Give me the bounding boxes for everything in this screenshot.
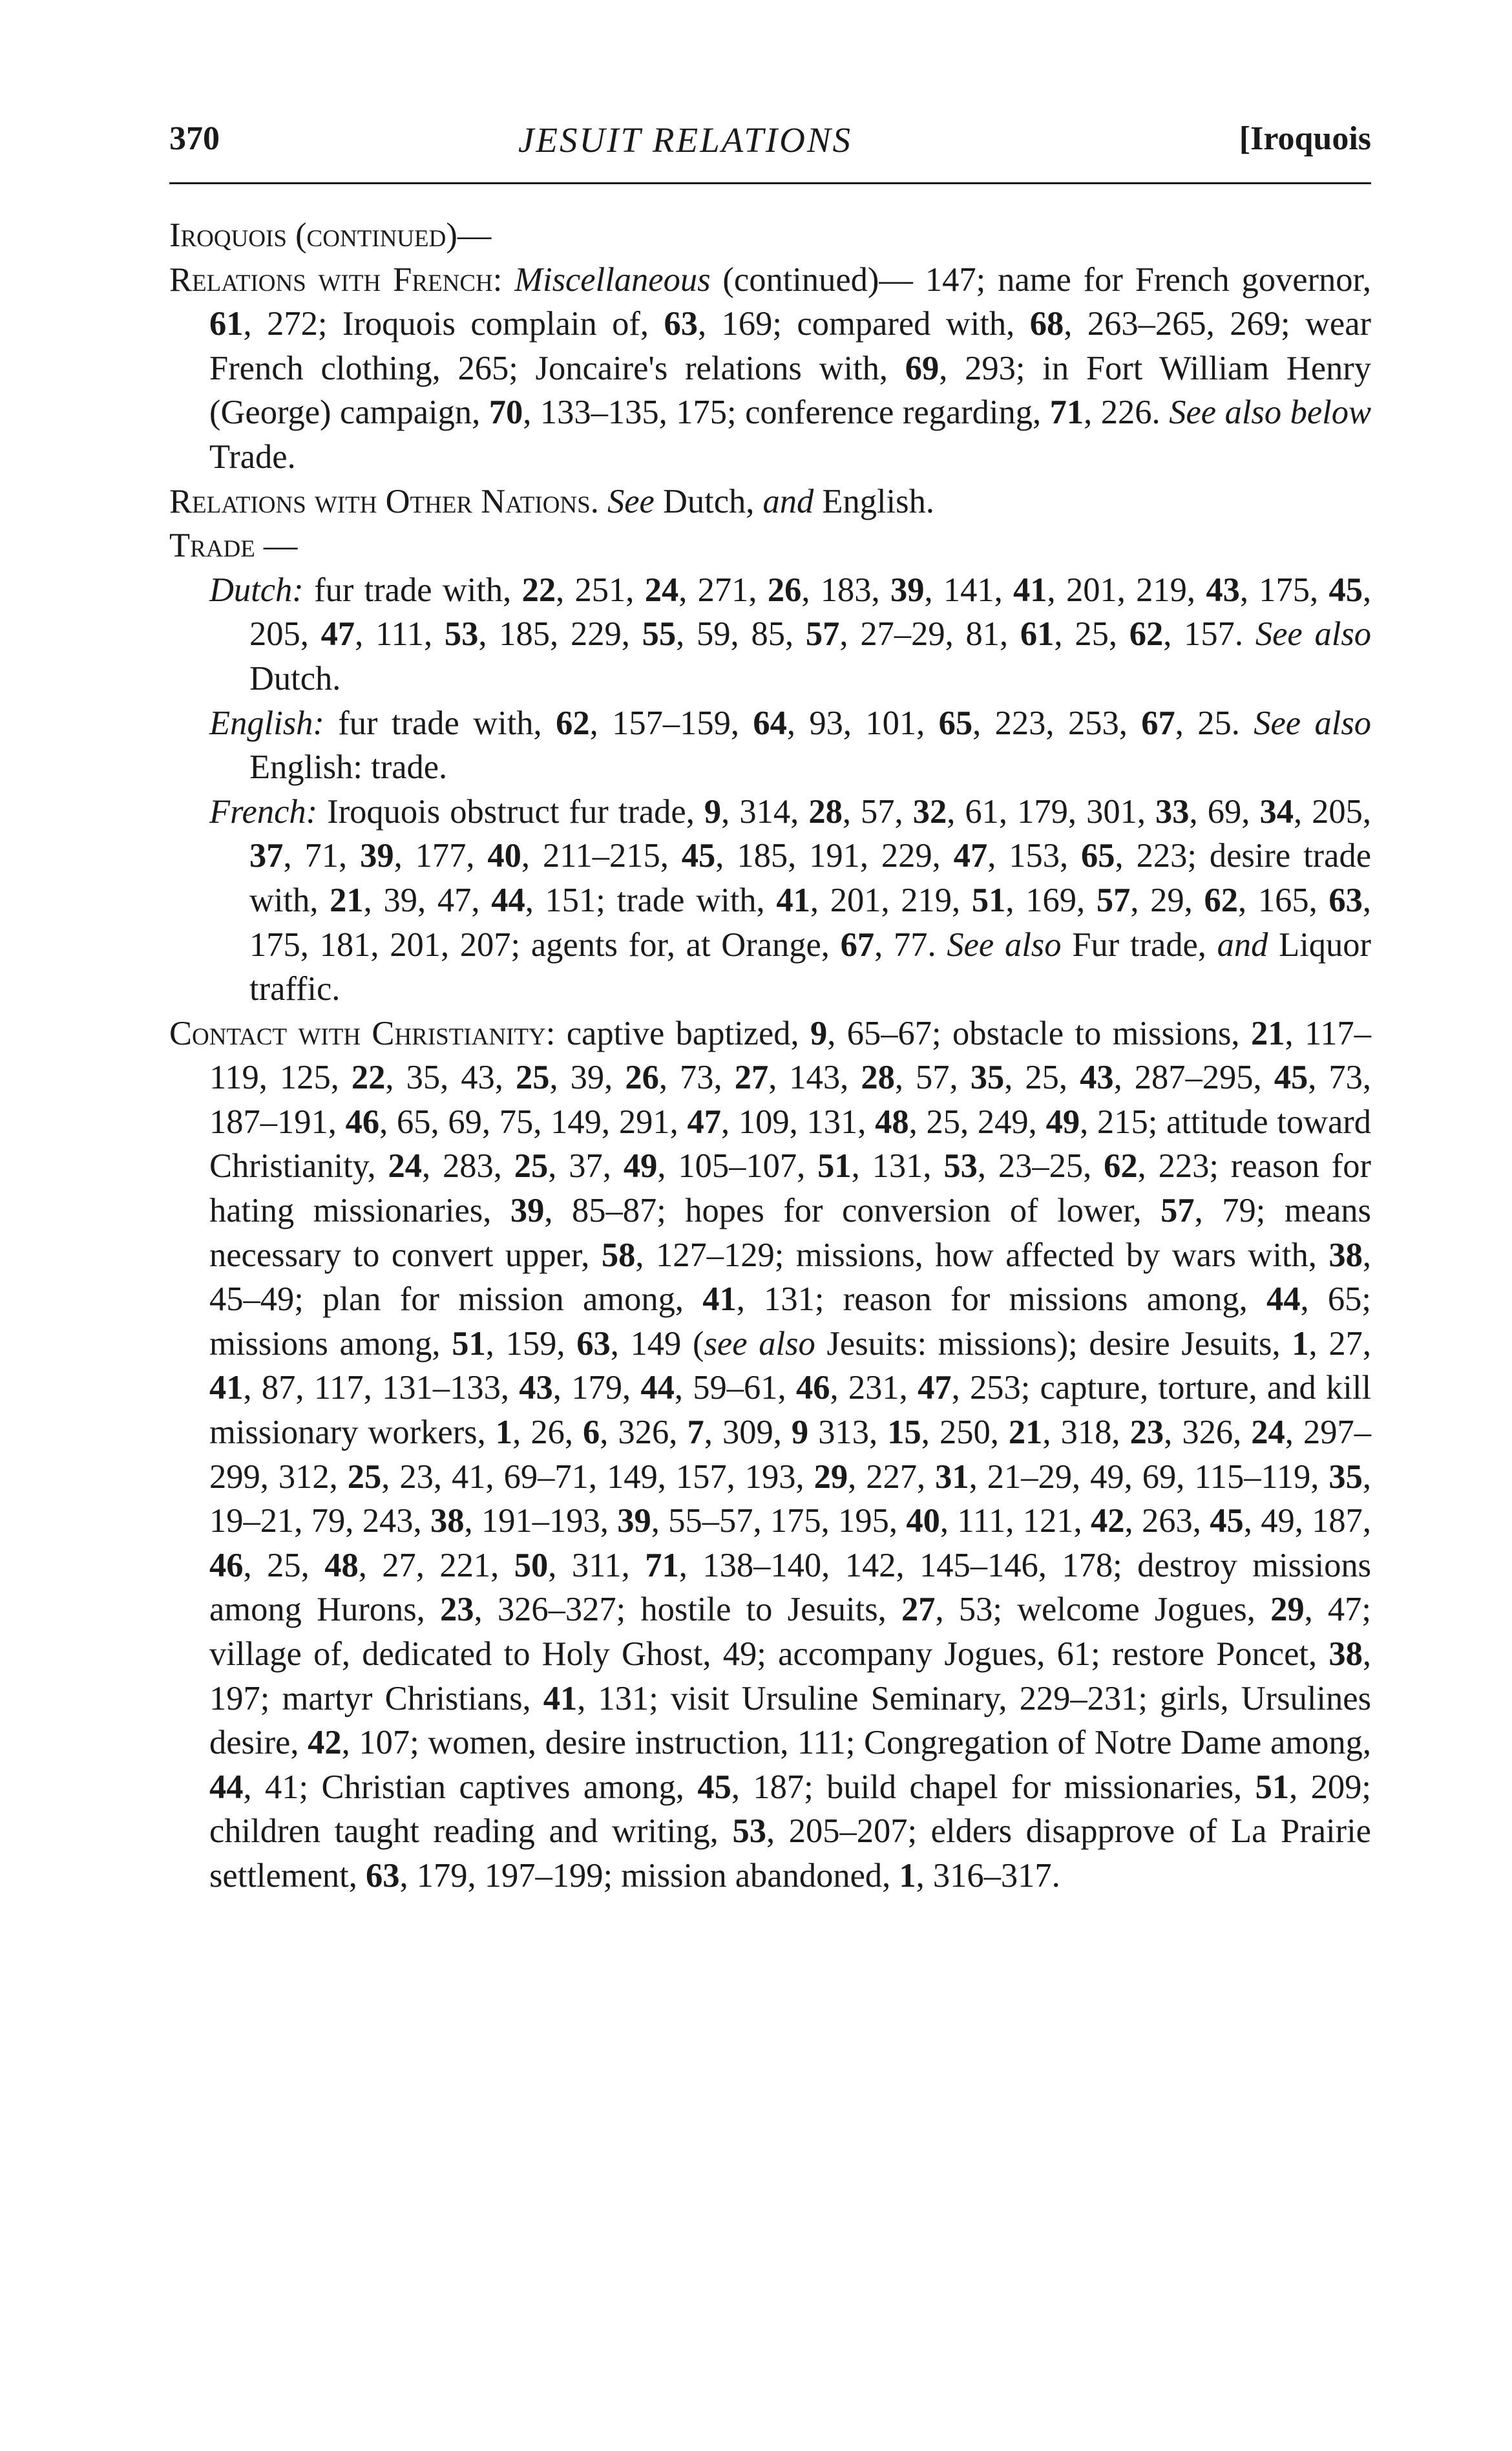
rf-text: , 226.: [1084, 394, 1170, 432]
trade-english-tail: English: trade.: [249, 748, 448, 787]
index-text: , 87, 117, 131–133,: [243, 1369, 520, 1407]
index-text: , 73, 187–191,: [209, 1059, 1372, 1141]
volume-number: 37: [249, 837, 284, 875]
volume-number: 29: [814, 1458, 848, 1496]
volume-number: 45: [697, 1768, 731, 1806]
volume-number: 50: [514, 1546, 549, 1584]
volume-number: 35: [1328, 1458, 1363, 1496]
index-text: , 175,: [1239, 571, 1329, 609]
volume-number: 47: [687, 1103, 721, 1141]
rf-volume: 61: [209, 305, 244, 343]
relations-other-text: English.: [814, 482, 934, 520]
volume-number: 65: [938, 704, 973, 742]
index-text: fur trade with,: [303, 571, 522, 609]
volume-number: 62: [1129, 615, 1164, 653]
index-text: , 223; reason for hating missionaries,: [209, 1147, 1372, 1230]
relations-other-and: and: [762, 482, 814, 520]
volume-number: 71: [645, 1546, 679, 1584]
index-text: , 157.: [1163, 615, 1255, 653]
index-text: , 263,: [1124, 1502, 1210, 1540]
index-text: , 59, 85,: [676, 615, 806, 653]
rf-volume: 69: [905, 349, 940, 387]
volume-number: 24: [388, 1147, 423, 1185]
volume-number: 1: [495, 1414, 513, 1452]
index-text: , 59–61,: [674, 1369, 796, 1407]
index-text: , 314,: [721, 792, 809, 831]
trade-dutch: [169, 568, 1371, 701]
volume-number: 22: [521, 571, 556, 609]
index-text: , 326–327; hostile to Jesuits,: [474, 1591, 901, 1629]
volume-number: 9: [791, 1414, 809, 1452]
index-text: , 111,: [355, 615, 445, 653]
volume-number: 28: [808, 792, 843, 831]
trade-dutch-tail: Dutch.: [249, 659, 341, 697]
index-text: , 141,: [924, 571, 1014, 609]
index-text: , 205,: [1293, 792, 1372, 831]
index-text: , 25, 249,: [908, 1103, 1046, 1141]
relations-other-text: Dutch,: [654, 482, 763, 520]
volume-number: 28: [861, 1059, 895, 1097]
index-text: , 326,: [1164, 1414, 1252, 1452]
rf-see-also: See also below: [1169, 394, 1372, 432]
index-text: , 39, 47,: [363, 881, 492, 919]
index-text: , 61, 179, 301,: [947, 792, 1156, 831]
volume-number: 49: [623, 1147, 658, 1185]
entry-heading-text: Iroquois (continued)—: [169, 217, 492, 254]
volume-number: 40: [487, 837, 521, 875]
volume-number: 43: [519, 1369, 553, 1407]
index-text: , 209; children taught reading and writing,: [209, 1768, 1371, 1851]
index-text: , 131,: [851, 1147, 944, 1185]
volume-number: 47: [320, 615, 355, 653]
index-text: , 21–29, 49, 69, 115–119,: [969, 1458, 1329, 1496]
volume-number: 49: [1045, 1103, 1080, 1141]
index-text: , 271,: [678, 571, 768, 609]
index-text: , 85–87; hopes for conversion of lower,: [544, 1192, 1161, 1230]
relations-french-suffix: (continued)—: [722, 260, 913, 299]
volume-number: 53: [444, 615, 479, 653]
index-text: , 69,: [1189, 792, 1260, 831]
volume-number: 9: [704, 792, 722, 831]
rf-text: 147; name for French governor,: [925, 260, 1372, 299]
volume-number: 53: [943, 1147, 978, 1185]
index-text: , 27, 221,: [358, 1546, 514, 1584]
contact-label: Contact with Christianity:: [169, 1014, 556, 1052]
volume-number: 27: [734, 1059, 769, 1097]
trade-english-refs: [324, 705, 1254, 742]
volume-number: 51: [1255, 1768, 1290, 1806]
volume-number: 32: [912, 792, 947, 831]
volume-number: 63: [1328, 881, 1363, 919]
index-text: , 183,: [801, 571, 890, 609]
trade-french-label: French:: [209, 792, 318, 831]
index-text: , 39,: [549, 1059, 625, 1097]
index-text: 313,: [808, 1414, 888, 1452]
index-text: , 57,: [894, 1059, 971, 1097]
volume-number: 41: [776, 881, 810, 919]
rf-volume: 70: [488, 394, 523, 432]
contact-with-christianity: [169, 1012, 1371, 1898]
volume-number: 48: [875, 1103, 909, 1141]
volume-number: 67: [1141, 704, 1175, 742]
index-text: , 41; Christian captives among,: [243, 1768, 698, 1806]
volume-number: 58: [601, 1236, 636, 1274]
index-text: , 251,: [556, 571, 645, 609]
index-text: , 318,: [1042, 1414, 1130, 1452]
volume-number: 44: [209, 1768, 244, 1806]
index-text: , 25.: [1175, 704, 1254, 742]
volume-number: 44: [1266, 1280, 1301, 1319]
volume-number: 64: [753, 704, 787, 742]
volume-number: 29: [1270, 1591, 1305, 1629]
index-text: , 231,: [830, 1369, 918, 1407]
volume-number: 51: [971, 881, 1006, 919]
index-text: , 37,: [548, 1147, 624, 1185]
volume-number: 41: [543, 1679, 578, 1717]
volume-number: 1: [1292, 1324, 1309, 1363]
index-text: , 253; capture, torture, and kill missionary workers,: [209, 1369, 1372, 1452]
index-text: , 153,: [987, 837, 1082, 875]
index-text: , 109, 131,: [720, 1103, 876, 1141]
volume-number: 61: [1020, 615, 1055, 653]
trade-french-see: See also: [947, 926, 1062, 964]
index-text: , 159,: [485, 1324, 577, 1363]
index-text: , 250,: [921, 1414, 1009, 1452]
index-text: , 45–49; plan for mission among,: [209, 1236, 1371, 1319]
contact-refs: [209, 1015, 1371, 1363]
index-text: , 73,: [658, 1059, 735, 1097]
index-text: , 111, 121,: [940, 1502, 1091, 1540]
index-text: , 27–29, 81,: [839, 615, 1020, 653]
volume-number: 7: [687, 1414, 704, 1452]
index-text: , 57,: [842, 792, 913, 831]
index-text: , 227,: [848, 1458, 936, 1496]
volume-number: 39: [360, 837, 394, 875]
volume-number: 31: [935, 1458, 969, 1496]
index-text: , 79; means necessary to convert upper,: [209, 1192, 1371, 1274]
trade-dutch-see: See also: [1255, 615, 1372, 653]
volume-number: 45: [681, 837, 716, 875]
volume-number: 33: [1155, 792, 1190, 831]
index-text: , 191–193,: [464, 1502, 618, 1540]
index-text: , 53; welcome Jogues,: [935, 1591, 1271, 1629]
index-text: , 29,: [1130, 881, 1204, 919]
volume-number: 47: [918, 1369, 952, 1407]
index-text: , 165,: [1237, 881, 1329, 919]
trade-french: [169, 790, 1371, 1012]
index-text: , 309,: [704, 1414, 792, 1452]
index-text: , 55–57, 175, 195,: [651, 1502, 907, 1540]
volume-number: 26: [625, 1059, 659, 1097]
volume-number: 43: [1206, 571, 1240, 609]
index-text: , 175, 181, 201, 207; agents for, at Orange,: [249, 881, 1372, 964]
index-text: fur trade with,: [324, 704, 556, 742]
trade-heading-text: Trade —: [169, 527, 298, 565]
volume-number: 63: [576, 1324, 611, 1363]
rf-volume: 68: [1029, 305, 1064, 343]
volume-number: 45: [1328, 571, 1363, 609]
volume-number: 24: [644, 571, 679, 609]
index-text: , 201, 219,: [1047, 571, 1206, 609]
volume-number: 15: [887, 1414, 921, 1452]
index-text: , 93, 101,: [786, 704, 939, 742]
index-text: , 297–299, 312,: [209, 1414, 1371, 1496]
volume-number: 45: [1274, 1059, 1308, 1097]
index-text: , 23, 41, 69–71, 149, 157, 193,: [381, 1458, 814, 1496]
volume-number: 24: [1251, 1414, 1285, 1452]
index-text: , 77.: [874, 926, 947, 964]
index-body: [169, 213, 1371, 1898]
volume-number: 47: [953, 837, 988, 875]
volume-number: 21: [330, 881, 364, 919]
volume-number: 40: [906, 1502, 940, 1540]
index-text: , 316–317.: [916, 1856, 1060, 1894]
index-text: , 131; visit Ursuline Seminary, 229–231; girls, Ursulines desire,: [209, 1679, 1371, 1762]
index-text: , 223, 253,: [972, 704, 1142, 742]
index-text: , 65; missions among,: [209, 1280, 1371, 1363]
volume-number: 62: [556, 704, 590, 742]
volume-number: 38: [1328, 1635, 1363, 1673]
rf-volume: 71: [1049, 394, 1084, 432]
relations-other-see: See: [607, 482, 655, 520]
rf-text: , 272; Iroquois complain of,: [243, 305, 664, 343]
index-text: , 215; attitude toward Christianity,: [209, 1103, 1372, 1185]
rf-text: , 169; compared with,: [698, 305, 1030, 343]
index-text: , 19–21, 79, 243,: [209, 1458, 1372, 1540]
section-tag: [Iroquois: [1239, 120, 1371, 157]
volume-number: 25: [515, 1059, 550, 1097]
index-text: , 127–129; missions, how affected by wars with,: [635, 1236, 1329, 1274]
volume-number: 23: [1129, 1414, 1164, 1452]
volume-number: 45: [1210, 1502, 1244, 1540]
volume-number: 51: [817, 1147, 852, 1185]
index-text: , 65–67; obstacle to missions,: [827, 1014, 1251, 1052]
index-text: , 65, 69, 75, 149, 291,: [379, 1103, 688, 1141]
page-number: 370: [169, 120, 220, 157]
relations-with-other-nations: [169, 480, 1371, 524]
index-text: , 311,: [548, 1546, 646, 1584]
index-text: , 151; trade with,: [525, 881, 777, 919]
volume-number: 27: [901, 1591, 936, 1629]
index-text: , 205–207; elders disapprove of La Prairie settlement,: [209, 1812, 1371, 1894]
volume-number: 39: [890, 571, 925, 609]
relations-with-french: [169, 258, 1371, 480]
volume-number: 65: [1081, 837, 1115, 875]
index-text: , 197; martyr Christians,: [209, 1635, 1371, 1717]
index-text: , 187; build chapel for missionaries,: [731, 1768, 1255, 1806]
volume-number: 6: [583, 1414, 600, 1452]
trade-french-tail: Liquor traffic.: [249, 926, 1372, 1008]
volume-number: 46: [209, 1546, 244, 1584]
index-text: , 23–25,: [977, 1147, 1104, 1185]
relations-french-label: Relations with French:: [169, 260, 503, 299]
volume-number: 39: [510, 1192, 545, 1230]
index-text: Jesuits: missions); desire Jesuits,: [815, 1324, 1292, 1363]
index-text: , 179, 197–199; mission abandoned,: [399, 1856, 899, 1894]
index-text: , 131; reason for missions among,: [736, 1280, 1266, 1319]
trade-french-and: and: [1217, 926, 1268, 964]
volume-number: 55: [642, 615, 677, 653]
volume-number: 46: [345, 1103, 380, 1141]
volume-number: 46: [795, 1369, 830, 1407]
rf-text: , 133–135, 175; conference regarding,: [523, 394, 1050, 432]
index-text: captive baptized,: [555, 1014, 811, 1052]
volume-number: 41: [1013, 571, 1047, 609]
relations-french-topic: Miscellaneous: [514, 260, 711, 299]
volume-number: 42: [1090, 1502, 1125, 1540]
volume-number: 39: [617, 1502, 651, 1540]
contact-refs-continued: [209, 1325, 1371, 1894]
volume-number: 38: [430, 1502, 465, 1540]
index-text: , 138–140, 142, 145–146, 178; destroy missions among Hurons,: [209, 1546, 1372, 1629]
volume-number: 44: [640, 1369, 675, 1407]
index-text: , 223; desire trade with,: [249, 837, 1372, 919]
volume-number: 25: [514, 1147, 549, 1185]
volume-number: 34: [1259, 792, 1294, 831]
index-text: , 157–159,: [589, 704, 753, 742]
running-title: JESUIT RELATIONS: [518, 120, 853, 160]
volume-number: 25: [347, 1458, 382, 1496]
index-text: , 26,: [512, 1414, 583, 1452]
rf-volume: 63: [664, 305, 698, 343]
trade-heading: [169, 524, 1371, 568]
index-text: , 35, 43,: [385, 1059, 516, 1097]
volume-number: 57: [805, 615, 840, 653]
volume-number: 62: [1104, 1147, 1138, 1185]
trade-english-label: English:: [209, 704, 324, 742]
volume-number: 57: [1096, 881, 1131, 919]
volume-number: 63: [366, 1856, 400, 1894]
index-text: , 169,: [1005, 881, 1097, 919]
index-text: , 326,: [600, 1414, 688, 1452]
index-text: , 71,: [283, 837, 361, 875]
index-text: , 27,: [1308, 1324, 1372, 1363]
volume-number: 43: [1080, 1059, 1114, 1097]
volume-number: 1: [899, 1856, 916, 1894]
index-text: , 47; village of, dedicated to Holy Ghost, 49; accompany Jogues, 61; restore Poncet,: [209, 1591, 1371, 1673]
volume-number: 42: [308, 1724, 342, 1762]
index-text: , 185, 191, 229,: [715, 837, 954, 875]
index-text: , 105–107,: [657, 1147, 818, 1185]
index-text: , 143,: [768, 1059, 861, 1097]
volume-number: 67: [840, 926, 875, 964]
volume-number: 44: [491, 881, 525, 919]
trade-dutch-refs: [249, 571, 1371, 653]
index-text: , 49, 187,: [1243, 1502, 1372, 1540]
volume-number: 26: [767, 571, 802, 609]
index-text: , 185, 229,: [478, 615, 642, 653]
index-text: , 287–295,: [1113, 1059, 1274, 1097]
trade-dutch-label: Dutch:: [209, 571, 304, 609]
trade-english: [169, 701, 1371, 790]
volume-number: 41: [209, 1369, 244, 1407]
volume-number: 53: [732, 1812, 766, 1851]
index-text: , 211–215,: [521, 837, 682, 875]
index-text: , 107; women, desire instruction, 111; Congregation of Notre Dame among,: [341, 1724, 1372, 1762]
contact-see-also: see also: [704, 1324, 815, 1363]
index-text: , 25,: [243, 1546, 325, 1584]
index-text: , 205,: [249, 571, 1372, 653]
volume-number: 35: [970, 1059, 1005, 1097]
trade-french-tail: Fur trade,: [1061, 926, 1217, 964]
running-header: [169, 120, 1371, 171]
volume-number: 41: [702, 1280, 737, 1319]
index-text: , 117–119, 125,: [209, 1014, 1371, 1097]
rf-text: , 263–265, 269; wear French clothing, 265; Joncaire's relations with,: [209, 305, 1371, 387]
rf-text: , 293; in Fort William Henry (George) campaign,: [209, 349, 1372, 432]
index-text: , 179,: [552, 1369, 641, 1407]
volume-number: 62: [1204, 881, 1238, 919]
index-text: , 283,: [422, 1147, 514, 1185]
volume-number: 23: [440, 1591, 474, 1629]
trade-english-see: See also: [1254, 704, 1371, 742]
index-text: , 25,: [1004, 1059, 1080, 1097]
index-text: , 201, 219,: [810, 881, 972, 919]
volume-number: 22: [351, 1059, 386, 1097]
index-text: , 25,: [1054, 615, 1129, 653]
volume-number: 38: [1328, 1236, 1363, 1274]
index-text: , 149 (: [610, 1324, 704, 1363]
relations-other-label: Relations with Other Nations.: [169, 482, 599, 520]
index-text: , 177,: [394, 837, 488, 875]
volume-number: 57: [1160, 1192, 1195, 1230]
rf-text: Trade.: [209, 438, 296, 476]
index-text: Iroquois obstruct fur trade,: [317, 792, 704, 831]
volume-number: 21: [1008, 1414, 1043, 1452]
entry-heading: [169, 213, 1371, 258]
header-rule: [169, 182, 1371, 184]
volume-number: 21: [1250, 1014, 1285, 1052]
volume-number: 48: [324, 1546, 359, 1584]
volume-number: 51: [452, 1324, 486, 1363]
volume-number: 9: [810, 1014, 828, 1052]
